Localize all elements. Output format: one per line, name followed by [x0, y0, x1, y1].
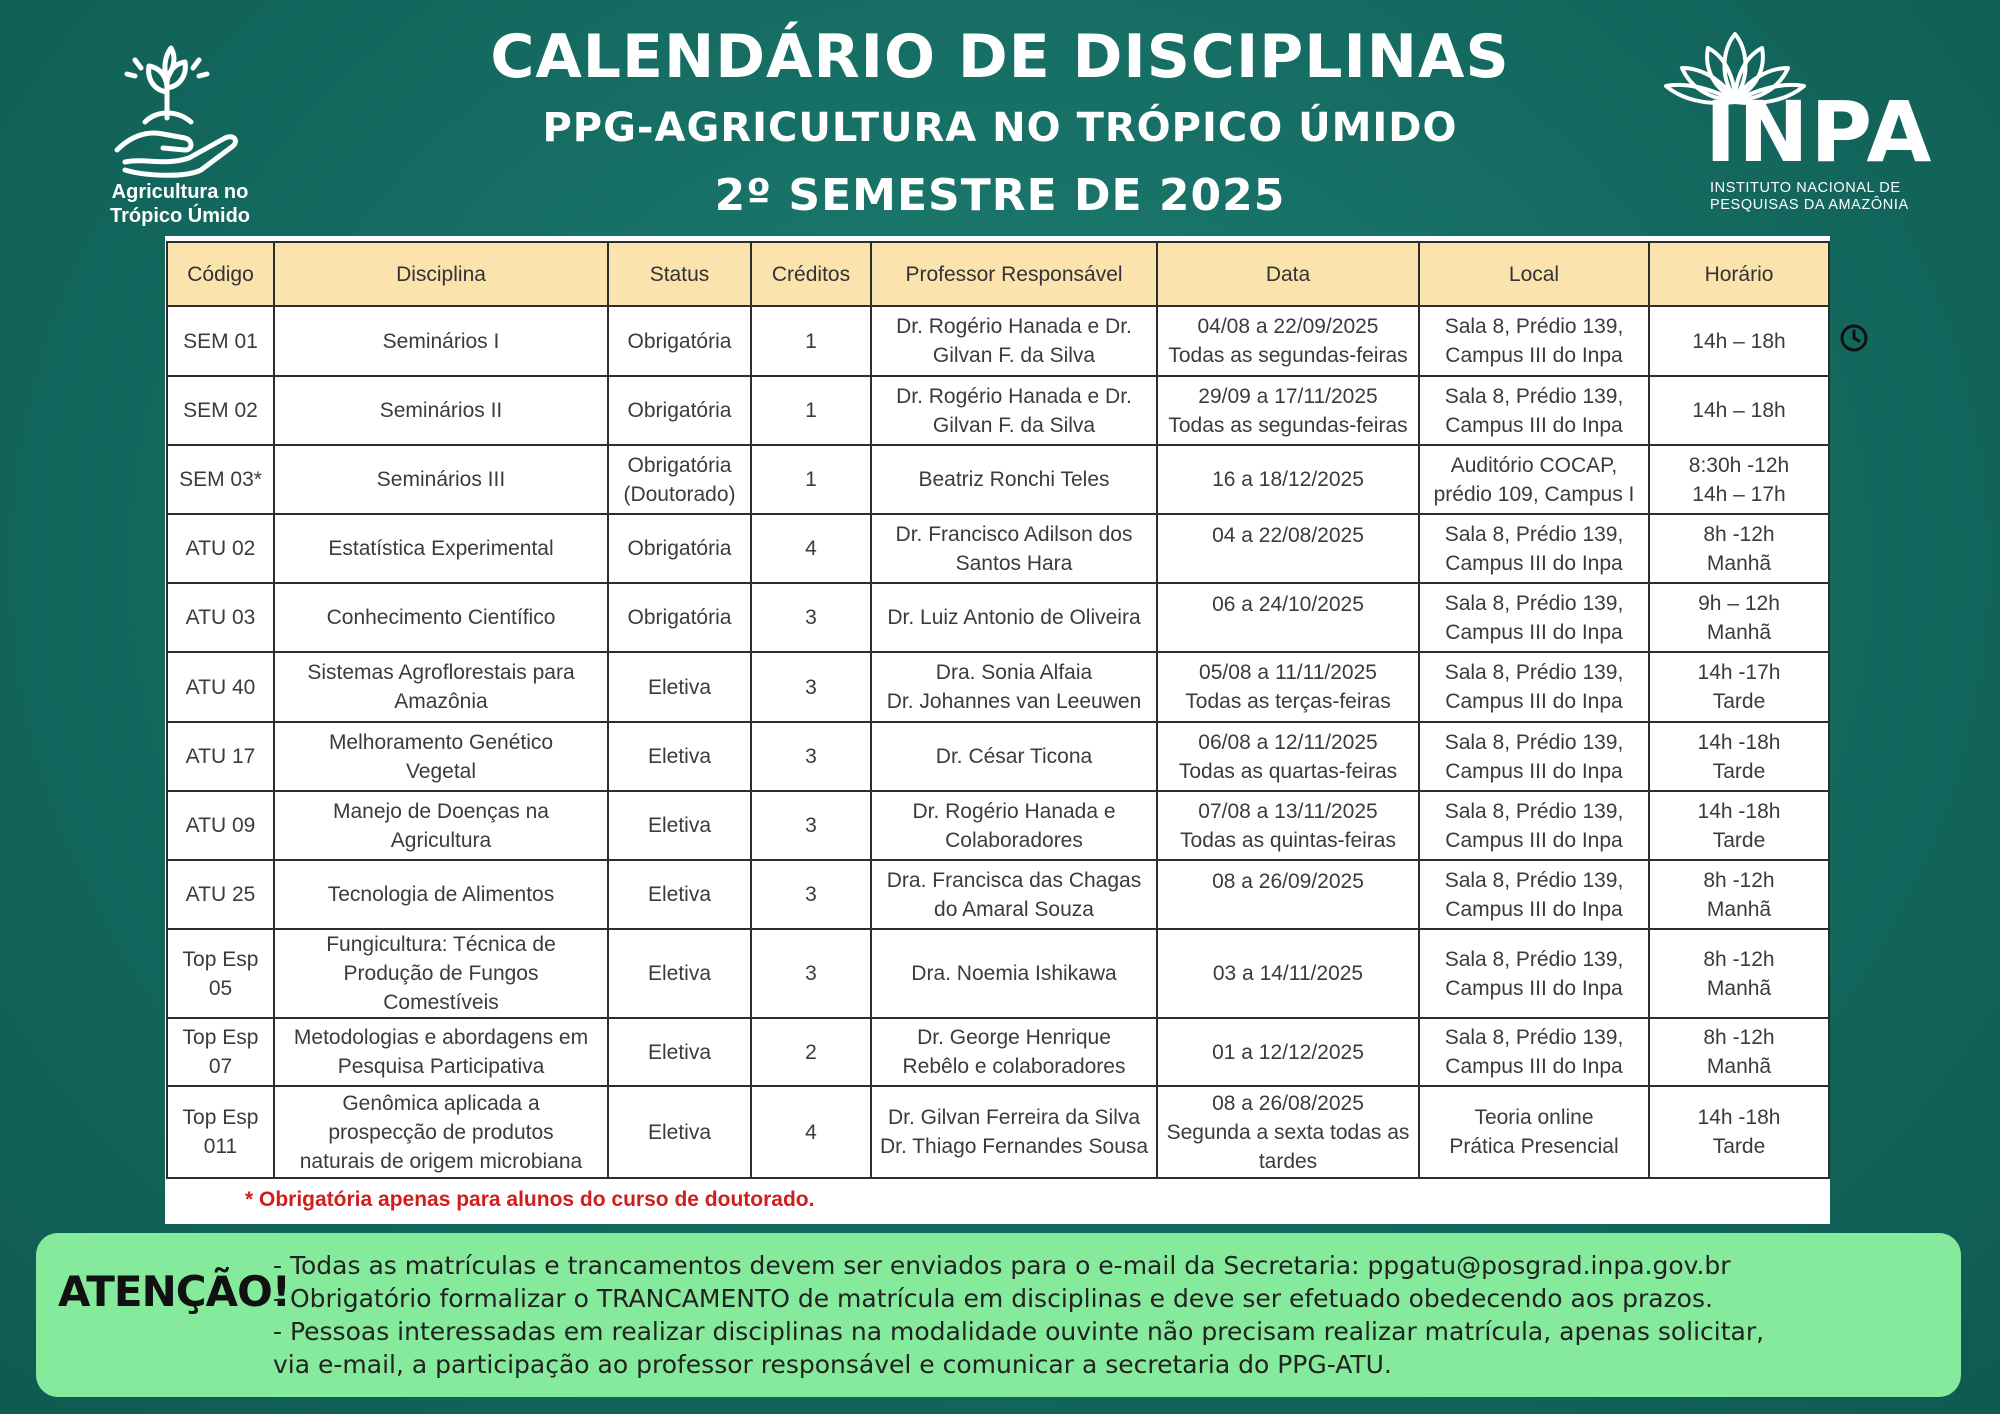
cell-disciplina: Manejo de Doenças na Agricultura: [274, 791, 608, 860]
cell-local: Sala 8, Prédio 139, Campus III do Inpa: [1419, 1018, 1649, 1086]
schedule-table: [166, 241, 1830, 1179]
cell-status: Eletiva: [608, 929, 751, 1018]
cell-data: 03 a 14/11/2025: [1157, 929, 1419, 1018]
cell-local: Sala 8, Prédio 139, Campus III do Inpa: [1419, 583, 1649, 652]
table-row: [167, 652, 1829, 722]
program-logo: [95, 30, 265, 230]
cell-local: Sala 8, Prédio 139, Campus III do Inpa: [1419, 929, 1649, 1018]
cell-disciplina: Estatística Experimental: [274, 514, 608, 583]
cell-professor: Dr. Rogério Hanada e Colaboradores: [871, 791, 1157, 860]
cell-status: Eletiva: [608, 1018, 751, 1086]
cell-data: 08 a 26/09/2025: [1157, 860, 1419, 929]
cell-horario: 9h – 12h Manhã: [1649, 583, 1829, 652]
cell-horario: 14h – 18h: [1649, 376, 1829, 445]
cell-status: Obrigatória (Doutorado): [608, 445, 751, 514]
cell-status: Obrigatória: [608, 583, 751, 652]
cell-professor: Dra. Sonia Alfaia Dr. Johannes van Leeuwen: [871, 652, 1157, 722]
cell-data: 29/09 a 17/11/2025 Todas as segundas-feiras: [1157, 376, 1419, 445]
cell-creditos: 1: [751, 445, 871, 514]
cell-codigo: Top Esp 05: [167, 929, 274, 1018]
cell-disciplina: Fungicultura: Técnica de Produção de Fungos Comestíveis: [274, 929, 608, 1018]
cell-data: 04/08 a 22/09/2025 Todas as segundas-feiras: [1157, 306, 1419, 376]
cell-horario: 8h -12h Manhã: [1649, 929, 1829, 1018]
cell-horario: 14h -17h Tarde: [1649, 652, 1829, 722]
cell-local: Sala 8, Prédio 139, Campus III do Inpa: [1419, 722, 1649, 791]
cell-creditos: 3: [751, 929, 871, 1018]
cell-codigo: SEM 03*: [167, 445, 274, 514]
cell-horario: 8h -12h Manhã: [1649, 1018, 1829, 1086]
attention-line-1: - Todas as matrículas e trancamentos devem ser enviados para o e-mail da Secretaria: ppgatu@posgrad.inpa.gov.br: [273, 1251, 1731, 1280]
table-row: [167, 376, 1829, 445]
cell-codigo: Top Esp 011: [167, 1086, 274, 1178]
cell-disciplina: Melhoramento Genético Vegetal: [274, 722, 608, 791]
cell-creditos: 3: [751, 583, 871, 652]
inpa-logo: [1650, 28, 1934, 228]
cell-creditos: 1: [751, 306, 871, 376]
cell-professor: Dr. George Henrique Rebêlo e colaboradores: [871, 1018, 1157, 1086]
cell-disciplina: Seminários I: [274, 306, 608, 376]
cell-status: Eletiva: [608, 791, 751, 860]
inpa-subtitle-line2: PESQUISAS DA AMAZÔNIA: [1710, 197, 1909, 213]
cell-disciplina: Sistemas Agroflorestais para Amazônia: [274, 652, 608, 722]
table-header-row: [167, 242, 1829, 306]
cell-local: Sala 8, Prédio 139, Campus III do Inpa: [1419, 791, 1649, 860]
header-local: Local: [1419, 242, 1649, 306]
cell-professor: Dr. Rogério Hanada e Dr. Gilvan F. da Silva: [871, 376, 1157, 445]
header-status: Status: [608, 242, 751, 306]
cell-disciplina: Metodologias e abordagens em Pesquisa Participativa: [274, 1018, 608, 1086]
header-disciplina: Disciplina: [274, 242, 608, 306]
header-data: Data: [1157, 242, 1419, 306]
table-row: [167, 514, 1829, 583]
cell-creditos: 4: [751, 514, 871, 583]
cell-horario: 8h -12h Manhã: [1649, 860, 1829, 929]
header-codigo: Código: [167, 242, 274, 306]
cell-professor: Dr. Rogério Hanada e Dr. Gilvan F. da Silva: [871, 306, 1157, 376]
cell-status: Eletiva: [608, 1086, 751, 1178]
attention-line-4: via e-mail, a participação ao professor responsável e comunicar a secretaria do PPG-ATU.: [273, 1350, 1392, 1379]
table-row: [167, 445, 1829, 514]
cell-codigo: ATU 02: [167, 514, 274, 583]
cell-horario: 14h -18h Tarde: [1649, 722, 1829, 791]
cell-codigo: SEM 02: [167, 376, 274, 445]
table-row: [167, 1018, 1829, 1086]
cell-data: 07/08 a 13/11/2025 Todas as quintas-feiras: [1157, 791, 1419, 860]
cell-creditos: 1: [751, 376, 871, 445]
header-professor: Professor Responsável: [871, 242, 1157, 306]
cell-codigo: ATU 09: [167, 791, 274, 860]
cell-creditos: 2: [751, 1018, 871, 1086]
attention-label: ATENÇÃO!: [58, 1267, 290, 1316]
page-subtitle: PPG-AGRICULTURA NO TRÓPICO ÚMIDO: [542, 105, 1458, 151]
cell-creditos: 4: [751, 1086, 871, 1178]
cell-professor: Dra. Francisca das Chagas do Amaral Souza: [871, 860, 1157, 929]
inpa-subtitle-line1: INSTITUTO NACIONAL DE: [1710, 180, 1901, 196]
cell-data: 08 a 26/08/2025 Segunda a sexta todas as tardes: [1157, 1086, 1419, 1178]
cell-local: Sala 8, Prédio 139, Campus III do Inpa: [1419, 860, 1649, 929]
cell-status: Eletiva: [608, 860, 751, 929]
cell-data: 06/08 a 12/11/2025 Todas as quartas-feiras: [1157, 722, 1419, 791]
cell-disciplina: Conhecimento Científico: [274, 583, 608, 652]
cell-creditos: 3: [751, 722, 871, 791]
attention-box: [36, 1233, 1961, 1397]
cell-data: 01 a 12/12/2025: [1157, 1018, 1419, 1086]
table-row: [167, 860, 1829, 929]
cell-local: Auditório COCAP, prédio 109, Campus I: [1419, 445, 1649, 514]
semester-title: 2º SEMESTRE DE 2025: [714, 170, 1286, 221]
cell-codigo: Top Esp 07: [167, 1018, 274, 1086]
cell-creditos: 3: [751, 791, 871, 860]
table-row: [167, 583, 1829, 652]
cell-horario: 14h -18h Tarde: [1649, 1086, 1829, 1178]
cell-professor: Dra. Noemia Ishikawa: [871, 929, 1157, 1018]
cell-codigo: ATU 17: [167, 722, 274, 791]
cell-disciplina: Seminários II: [274, 376, 608, 445]
cell-professor: Dr. César Ticona: [871, 722, 1157, 791]
cell-codigo: ATU 40: [167, 652, 274, 722]
cell-professor: Dr. Luiz Antonio de Oliveira: [871, 583, 1157, 652]
cell-status: Obrigatória: [608, 376, 751, 445]
logo-caption-line2: Trópico Úmido: [110, 205, 250, 227]
cell-status: Eletiva: [608, 652, 751, 722]
cell-creditos: 3: [751, 652, 871, 722]
cell-horario: 8h -12h Manhã: [1649, 514, 1829, 583]
cell-codigo: ATU 25: [167, 860, 274, 929]
footnote: * Obrigatória apenas para alunos do curso de doutorado.: [245, 1188, 815, 1211]
cell-local: Sala 8, Prédio 139, Campus III do Inpa: [1419, 514, 1649, 583]
cell-codigo: ATU 03: [167, 583, 274, 652]
clock-icon: [1838, 322, 1870, 354]
cell-local: Sala 8, Prédio 139, Campus III do Inpa: [1419, 306, 1649, 376]
cell-status: Obrigatória: [608, 514, 751, 583]
hand-with-sprout-icon: [105, 30, 255, 180]
cell-local: Teoria online Prática Presencial: [1419, 1086, 1649, 1178]
logo-caption-line1: Agricultura no: [111, 181, 249, 203]
cell-creditos: 3: [751, 860, 871, 929]
table-row: [167, 791, 1829, 860]
schedule-panel: [165, 236, 1830, 1224]
table-row: [167, 306, 1829, 376]
cell-data: 06 a 24/10/2025: [1157, 583, 1419, 652]
cell-horario: 8:30h -12h 14h – 17h: [1649, 445, 1829, 514]
cell-data: 16 a 18/12/2025: [1157, 445, 1419, 514]
cell-professor: Dr. Gilvan Ferreira da Silva Dr. Thiago Fernandes Sousa: [871, 1086, 1157, 1178]
cell-local: Sala 8, Prédio 139, Campus III do Inpa: [1419, 376, 1649, 445]
cell-data: 05/08 a 11/11/2025 Todas as terças-feiras: [1157, 652, 1419, 722]
cell-status: Eletiva: [608, 722, 751, 791]
cell-data: 04 a 22/08/2025: [1157, 514, 1419, 583]
cell-status: Obrigatória: [608, 306, 751, 376]
cell-professor: Dr. Francisco Adilson dos Santos Hara: [871, 514, 1157, 583]
attention-line-2: - Obrigatório formalizar o TRANCAMENTO de matrícula em disciplinas e deve ser efetuado obedecendo aos prazos.: [273, 1284, 1713, 1313]
inpa-wordmark: INPA: [1705, 83, 1934, 181]
cell-disciplina: Genômica aplicada a prospecção de produtos naturais de origem microbiana: [274, 1086, 608, 1178]
table-row: [167, 722, 1829, 791]
cell-local: Sala 8, Prédio 139, Campus III do Inpa: [1419, 652, 1649, 722]
header-creditos: Créditos: [751, 242, 871, 306]
table-row: [167, 1086, 1829, 1178]
attention-line-3: - Pessoas interessadas em realizar disciplinas na modalidade ouvinte não precisam realizar matrícula, apenas solicitar,: [273, 1317, 1765, 1346]
header-horario: Horário: [1649, 242, 1829, 306]
cell-disciplina: Seminários III: [274, 445, 608, 514]
cell-disciplina: Tecnologia de Alimentos: [274, 860, 608, 929]
page-title: CALENDÁRIO DE DISCIPLINAS: [490, 22, 1510, 92]
cell-codigo: SEM 01: [167, 306, 274, 376]
table-row: [167, 929, 1829, 1018]
cell-professor: Beatriz Ronchi Teles: [871, 445, 1157, 514]
cell-horario: 14h – 18h: [1649, 306, 1829, 376]
cell-horario: 14h -18h Tarde: [1649, 791, 1829, 860]
